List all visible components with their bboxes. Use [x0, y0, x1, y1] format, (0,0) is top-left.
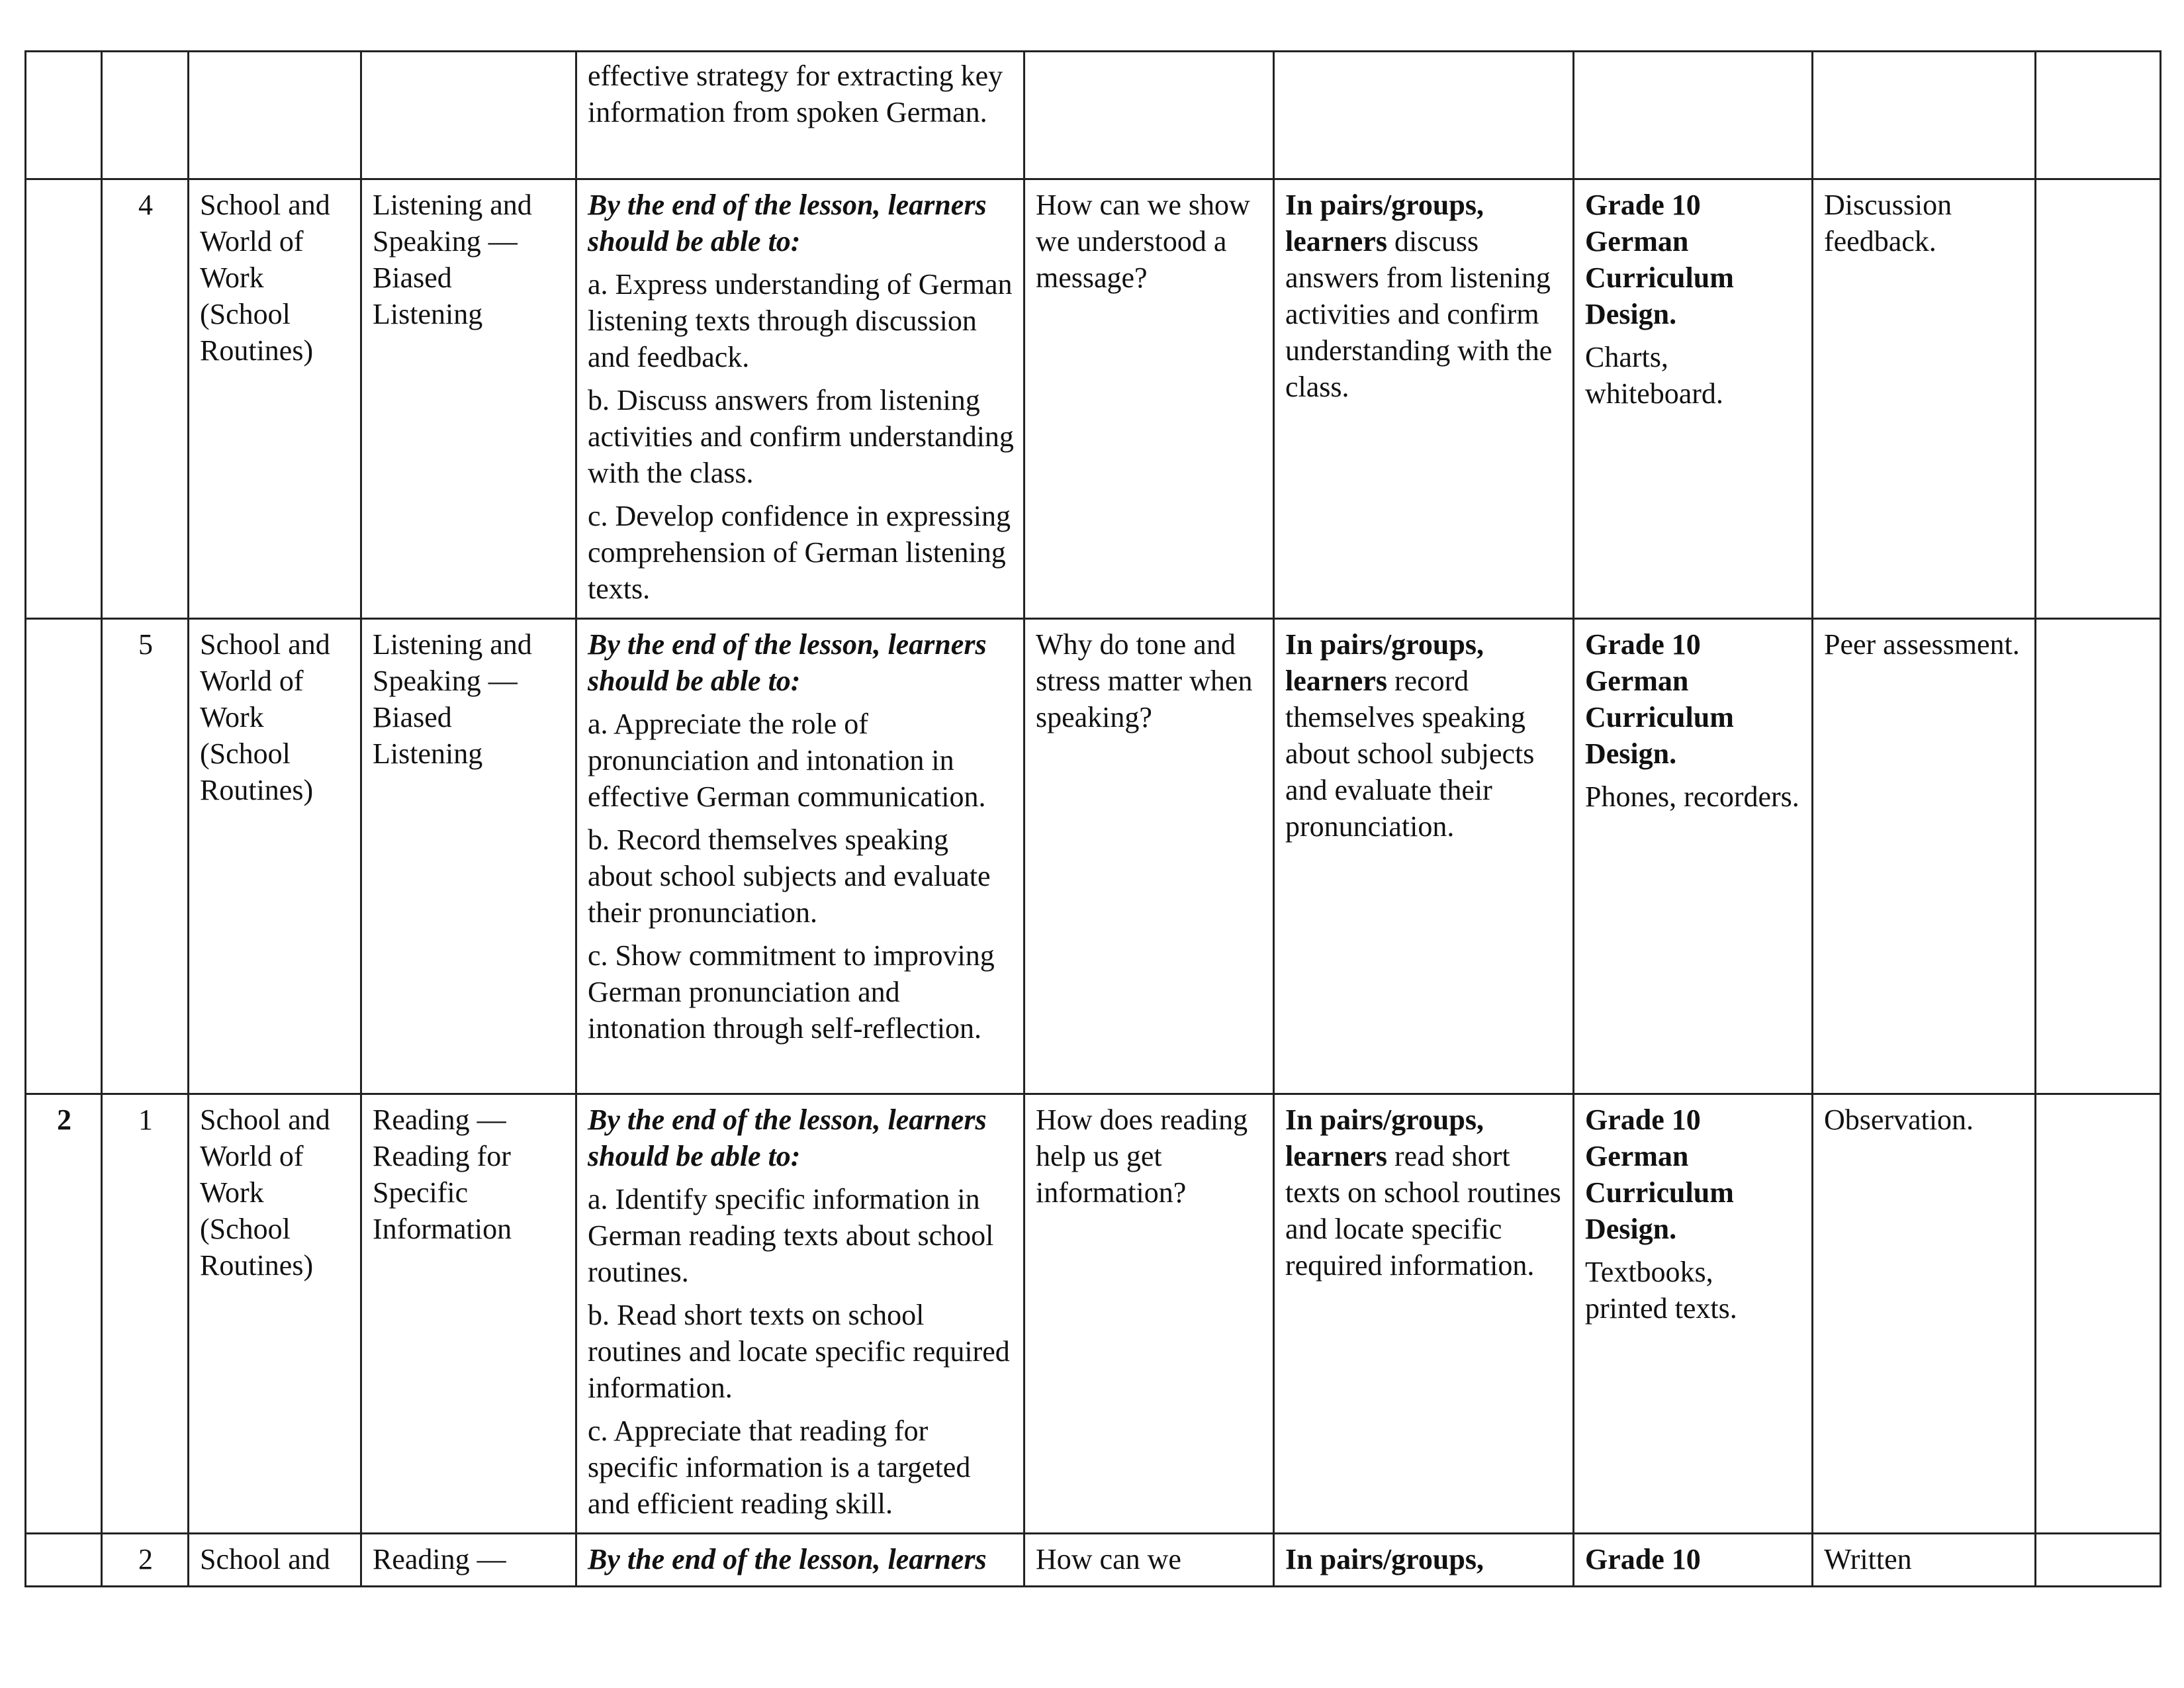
activity-lead: In pairs/groups, learners — [1285, 189, 1484, 258]
lesson-cell: 5 — [102, 619, 189, 1094]
objectives-heading: By the end of the lesson, learners should be able to: — [588, 1103, 987, 1172]
resources-cell — [1574, 619, 1813, 1094]
learning-experience-cell — [1274, 1534, 1574, 1587]
resources-cell — [1574, 52, 1813, 179]
table-row — [26, 1534, 2161, 1587]
objectives-cell — [576, 1094, 1024, 1534]
strand-cell — [189, 52, 361, 179]
remarks-cell — [2036, 52, 2161, 179]
scheme-of-work-table — [24, 50, 2161, 1587]
assessment-cell: Observation. — [1813, 1094, 2036, 1534]
resource-materials: Phones, recorders. — [1585, 780, 1799, 813]
resource-curriculum: Grade 10 German Curriculum Design. — [1585, 1103, 1734, 1245]
objective-continuation: effective strategy for extracting key information from spoken German. — [588, 60, 1003, 128]
objective-item: b. Read short texts on school routines and locate specific required information. — [588, 1299, 1010, 1404]
assessment-cell: Peer assessment. — [1813, 619, 2036, 1094]
lesson-cell: 1 — [102, 1094, 189, 1534]
strand-cell: School and World of Work (School Routines) — [189, 179, 361, 619]
objectives-heading: By the end of the lesson, learners — [588, 1543, 987, 1575]
table-row — [26, 1094, 2161, 1534]
lesson-cell — [102, 52, 189, 179]
objectives-heading: By the end of the lesson, learners should be able to: — [588, 628, 987, 697]
week-cell — [26, 1534, 102, 1587]
assessment-cell: Discussion feedback. — [1813, 179, 2036, 619]
remarks-cell — [2036, 179, 2161, 619]
resource-curriculum: Grade 10 German Curriculum Design. — [1585, 628, 1734, 770]
inquiry-question-cell — [1024, 52, 1274, 179]
objective-item: a. Appreciate the role of pronunciation and intonation in effective German communication. — [588, 708, 986, 813]
strand-cell: School and World of Work (School Routines) — [189, 1094, 361, 1534]
objective-item: c. Show commitment to improving German pronunciation and intonation through self-reflection. — [588, 939, 995, 1045]
learning-experience-cell — [1274, 52, 1574, 179]
lesson-cell: 2 — [102, 1534, 189, 1587]
resources-cell — [1574, 179, 1813, 619]
resource-materials: Textbooks, printed texts. — [1585, 1256, 1737, 1325]
activity-lead: In pairs/groups, — [1285, 1543, 1484, 1575]
strand-cell: School and World of Work (School Routines) — [189, 619, 361, 1094]
week-cell — [26, 179, 102, 619]
lesson-cell: 4 — [102, 179, 189, 619]
objectives-heading: By the end of the lesson, learners should be able to: — [588, 189, 987, 258]
learning-experience-cell — [1274, 619, 1574, 1094]
inquiry-question-cell: Why do tone and stress matter when speaking? — [1024, 619, 1274, 1094]
objectives-cell — [576, 179, 1024, 619]
inquiry-question-cell: How can we show we understood a message? — [1024, 179, 1274, 619]
activity-text: discuss answers from listening activities and confirm understanding with the class. — [1285, 225, 1553, 403]
remarks-cell — [2036, 1094, 2161, 1534]
remarks-cell — [2036, 619, 2161, 1094]
objective-item: a. Express understanding of German listening texts through discussion and feedback. — [588, 268, 1013, 373]
inquiry-question-cell: How does reading help us get information? — [1024, 1094, 1274, 1534]
table-row — [26, 179, 2161, 619]
week-cell — [26, 619, 102, 1094]
activity-text: read short texts on school routines and locate specific required information. — [1285, 1140, 1561, 1282]
week-cell — [26, 52, 102, 179]
assessment-cell — [1813, 52, 2036, 179]
resources-cell — [1574, 1534, 1813, 1587]
learning-experience-cell — [1274, 1094, 1574, 1534]
week-cell: 2 — [26, 1094, 102, 1534]
sub-strand-cell: Listening and Speaking — Biased Listening — [361, 619, 576, 1094]
learning-experience-cell — [1274, 179, 1574, 619]
objective-item: a. Identify specific information in German reading texts about school routines. — [588, 1183, 994, 1288]
objectives-cell — [576, 1534, 1024, 1587]
resource-materials: Charts, whiteboard. — [1585, 341, 1723, 410]
objective-item: b. Discuss answers from listening activities and confirm understanding with the class. — [588, 384, 1014, 489]
remarks-cell — [2036, 1534, 2161, 1587]
resource-curriculum: Grade 10 — [1585, 1543, 1701, 1575]
strand-cell: School and — [189, 1534, 361, 1587]
inquiry-question-cell: How can we — [1024, 1534, 1274, 1587]
objective-item: c. Appreciate that reading for specific information is a targeted and efficient reading skill. — [588, 1415, 971, 1520]
sub-strand-cell — [361, 52, 576, 179]
assessment-cell: Written — [1813, 1534, 2036, 1587]
table-row — [26, 52, 2161, 179]
objectives-cell — [576, 619, 1024, 1094]
objective-item: c. Develop confidence in expressing comprehension of German listening texts. — [588, 500, 1011, 605]
activity-lead: In pairs/groups, learners — [1285, 628, 1484, 697]
sub-strand-cell: Reading — Reading for Specific Information — [361, 1094, 576, 1534]
sub-strand-cell: Reading — — [361, 1534, 576, 1587]
table-row — [26, 619, 2161, 1094]
objective-item: b. Record themselves speaking about school subjects and evaluate their pronunciation. — [588, 823, 991, 929]
sub-strand-cell: Listening and Speaking — Biased Listening — [361, 179, 576, 619]
activity-text: record themselves speaking about school subjects and evaluate their pronunciation. — [1285, 665, 1535, 843]
activity-lead: In pairs/groups, learners — [1285, 1103, 1484, 1172]
resource-curriculum: Grade 10 German Curriculum Design. — [1585, 189, 1734, 330]
objectives-cell — [576, 52, 1024, 179]
resources-cell — [1574, 1094, 1813, 1534]
